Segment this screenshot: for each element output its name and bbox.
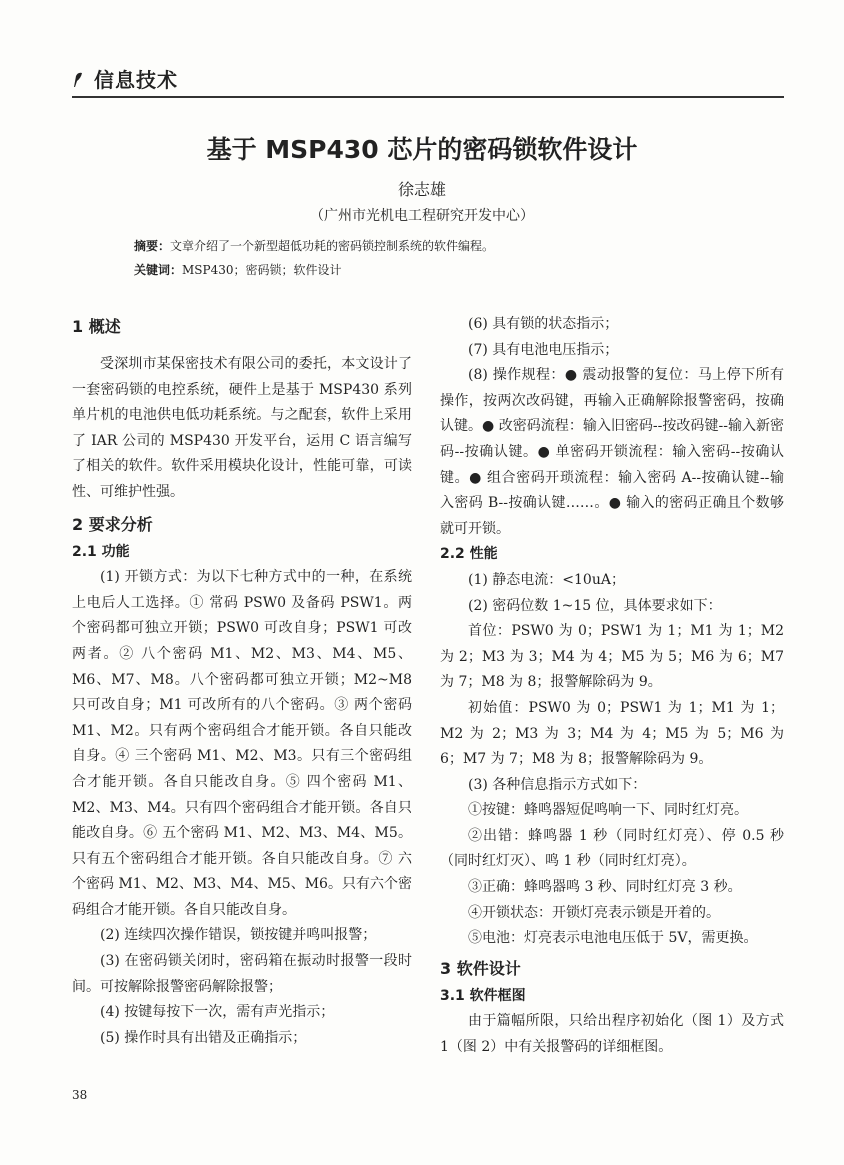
indication-error: ②出错：蜂鸣器 1 秒（同时红灯亮）、停 0.5 秒（同时红灯灭）、鸣 1 秒（同时红灯亮）。 (440, 827, 784, 870)
right-column (440, 312, 784, 1061)
paragraph-first-digit: 首位：PSW0 为 0；PSW1 为 1；M1 为 1；M2 为 2；M3 为 3；M4 为 4；M5 为 5；M6 为 6；M7 为 7；M8 为 8；报警解除码为 9。 (440, 623, 784, 691)
heading-performance: 2.2 性能 (440, 546, 498, 563)
indication-keypress: ①按键：蜂鸣器短促鸣响一下、同时红灯亮。 (468, 802, 748, 819)
paragraph-item-2: (2) 连续四次操作错误，锁按键并鸣叫报警； (100, 927, 377, 944)
keywords-text: MSP430；密码锁；软件设计 (182, 263, 342, 277)
paragraph-static-current: (1) 静态电流：<10uA； (468, 571, 625, 588)
abstract-text: 文章介绍了一个新型超低功耗的密码锁控制系统的软件编程。 (170, 239, 495, 253)
heading-software-framework: 3.1 软件框图 (440, 987, 526, 1004)
section-title: 信息技术 (94, 68, 178, 92)
paragraph-item-6: (6) 具有锁的状态指示； (468, 316, 619, 332)
paragraph-framework: 由于篇幅所限，只给出程序初始化（图 1）及方式 1（图 2）中有关报警码的详细框图。 (440, 1013, 784, 1056)
quill-icon (72, 72, 84, 88)
paragraph-indications: (3) 各种信息指示方式如下： (468, 776, 647, 793)
paragraph-item-4: (4) 按键每按下一次，需有声光指示； (100, 1004, 335, 1021)
paragraph-password-digits: (2) 密码位数 1~15 位，具体要求如下： (468, 597, 722, 614)
page-number: 38 (72, 1088, 88, 1102)
paragraph-overview: 受深圳市某保密技术有限公司的委托，本文设计了一套密码锁的电控系统，硬件上是基于 MSP430 系列单片机的电池供电低功耗系统。与之配套，软件上采用了 IAR 公司的 MSP430 开发平台，运用 C 语言编写了相关的软件。软件采用模块化设计，性能可靠，可读性、可维护性强。 (72, 356, 412, 500)
article-author: 徐志雄 (397, 180, 446, 199)
paragraph-operation-procedure: (8) 操作规程：● 震动报警的复位：马上停下所有操作，按两次改码键，再输入正确解除报警密码，按确认键。● 改密码流程：输入旧密码--按改码键--输入新密码--按确认键。● 单密码开锁流程：输入密码--按确认键。● 组合密码开琐流程：输入密码 A--按确认键--输入密码 B--按确认键……。● 输入的密码正确且个数够就可开锁。 (440, 367, 784, 537)
indication-correct: ③正确：蜂鸣器鸣 3 秒、同时红灯亮 3 秒。 (468, 879, 742, 896)
heading-requirements: 2 要求分析 (72, 514, 153, 534)
article-title: 基于 MSP430 芯片的密码锁软件设计 (206, 135, 638, 164)
indication-unlock-state: ④开锁状态：开锁灯亮表示锁是开着的。 (468, 904, 720, 921)
heading-software-design: 3 软件设计 (440, 958, 521, 978)
header-divider (72, 96, 784, 98)
keywords-label: 关键词： (134, 263, 183, 277)
paragraph-item-5: (5) 操作时具有出错及正确指示； (100, 1029, 307, 1046)
author-affiliation: （广州市光机电工程研究开发中心） (310, 208, 534, 224)
paragraph-unlock-modes: (1) 开锁方式：为以下七种方式中的一种，在系统上电后人工选择。① 常码 PSW0 及备码 PSW1。两个密码都可独立开锁；PSW0 可改自身；PSW1 可改两者。② 八个密码 M1、M2、M3、M4、M5、M6、M7、M8。八个密码都可独立开锁；M2~M8 只可改自身；M1 可改所有的八个密码。③ 两个密码 M1、M2。只有两个密码组合才能开锁。各自只能改自身。④ 三个密码 M1、M2、M3。只有三个密码组合才能开锁。各自只能改自身。⑤ 四个密码 M1、M2、M3、M4。只有四个密码组合才能开锁。各自只能改自身。⑥ 五个密码 M1、M2、M3、M4、M5。只有五个密码组合才能开锁。各自只能改自身。⑦ 六个密码 M1、M2、M3、M4、M5、M6。只有六个密码组合才能开锁。各自只能改自身。 (72, 569, 412, 918)
paragraph-item-7: (7) 具有电池电压指示； (468, 341, 619, 358)
keywords (134, 261, 342, 278)
indication-battery: ⑤电池：灯亮表示电池电压低于 5V，需更换。 (468, 930, 758, 947)
paragraph-initial-values: 初始值：PSW0 为 0；PSW1 为 1；M1 为 1；M2 为 2；M3 为 3；M4 为 4；M5 为 5；M6 为 6；M7 为 7；M8 为 8；报警解除码为 9。 (440, 699, 784, 768)
left-column (72, 312, 412, 1051)
heading-overview: 1 概述 (72, 317, 121, 336)
abstract (134, 237, 494, 254)
abstract-label: 摘要： (134, 239, 171, 253)
heading-functions: 2.1 功能 (72, 543, 130, 560)
paragraph-item-3: (3) 在密码锁关闭时，密码箱在振动时报警一段时间。可按解除报警密码解除报警； (72, 953, 412, 995)
journal-section-header (72, 64, 784, 94)
